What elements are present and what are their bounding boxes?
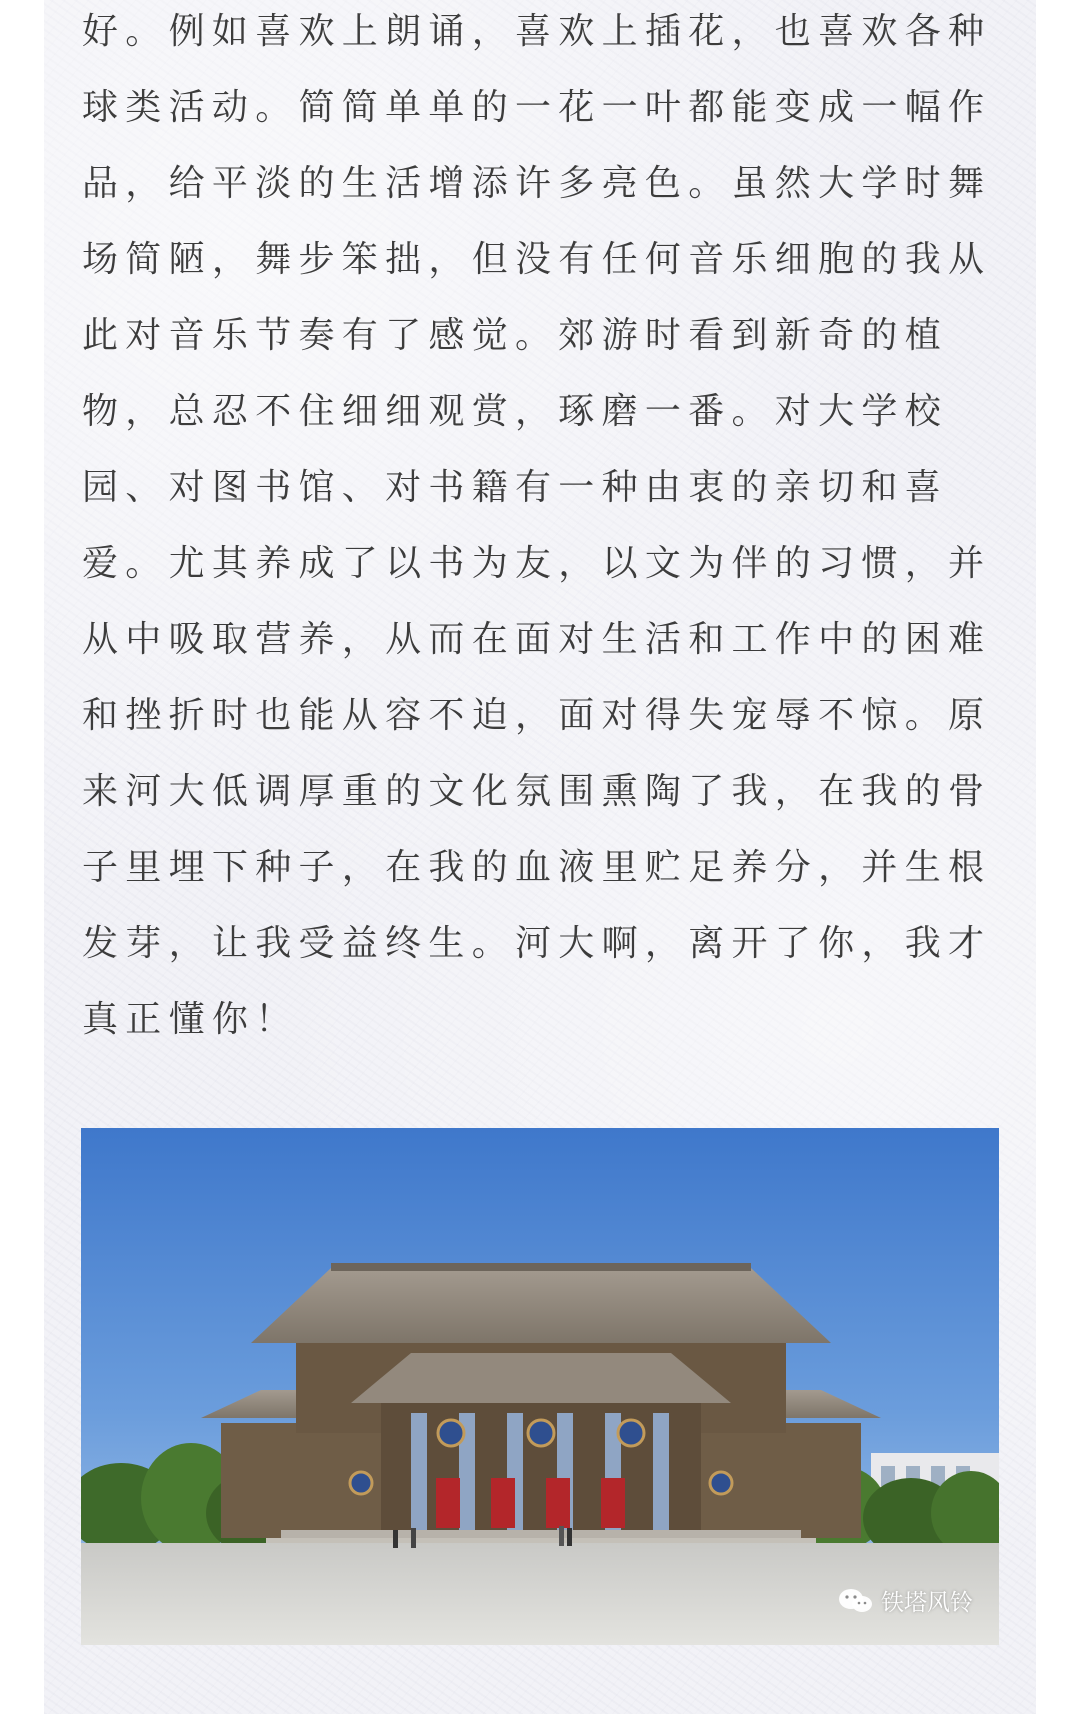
- watermark-text: 铁塔风铃: [881, 1590, 973, 1616]
- article-line: 和挫折时也能从容不迫，面对得失宠辱不惊。原: [82, 695, 992, 736]
- article-line: 场简陋，舞步笨拙，但没有任何音乐细胞的我从: [82, 239, 992, 280]
- article-line: 真正懂你！: [82, 999, 299, 1040]
- wechat-icon: [837, 1587, 875, 1615]
- article-line: 发芽，让我受益终生。河大啊，离开了你，我才: [82, 923, 992, 964]
- auditorium-illustration: [81, 1128, 999, 1645]
- article-line: 从中吸取营养，从而在面对生活和工作中的困难: [82, 619, 992, 660]
- watermark: [837, 1584, 973, 1617]
- article-line: 品，给平淡的生活增添许多亮色。虽然大学时舞: [82, 163, 992, 204]
- article-line: 好。例如喜欢上朗诵，喜欢上插花，也喜欢各种: [82, 11, 992, 52]
- article-line: 球类活动。简简单单的一花一叶都能变成一幅作: [82, 87, 992, 128]
- article-body: [82, 0, 1002, 1064]
- article-line: 园、对图书馆、对书籍有一种由衷的亲切和喜: [82, 467, 949, 508]
- auditorium-photo: [81, 1128, 999, 1645]
- article-line: 爱。尤其养成了以书为友，以文为伴的习惯，并: [82, 543, 992, 584]
- article-line: 此对音乐节奏有了感觉。郊游时看到新奇的植: [82, 315, 949, 356]
- article-line: 子里埋下种子，在我的血液里贮足养分，并生根: [82, 847, 992, 888]
- article-line: 物，总忍不住细细观赏，琢磨一番。对大学校: [82, 391, 949, 432]
- article-line: 来河大低调厚重的文化氛围熏陶了我，在我的骨: [82, 771, 992, 812]
- auditorium-building: [201, 1263, 881, 1548]
